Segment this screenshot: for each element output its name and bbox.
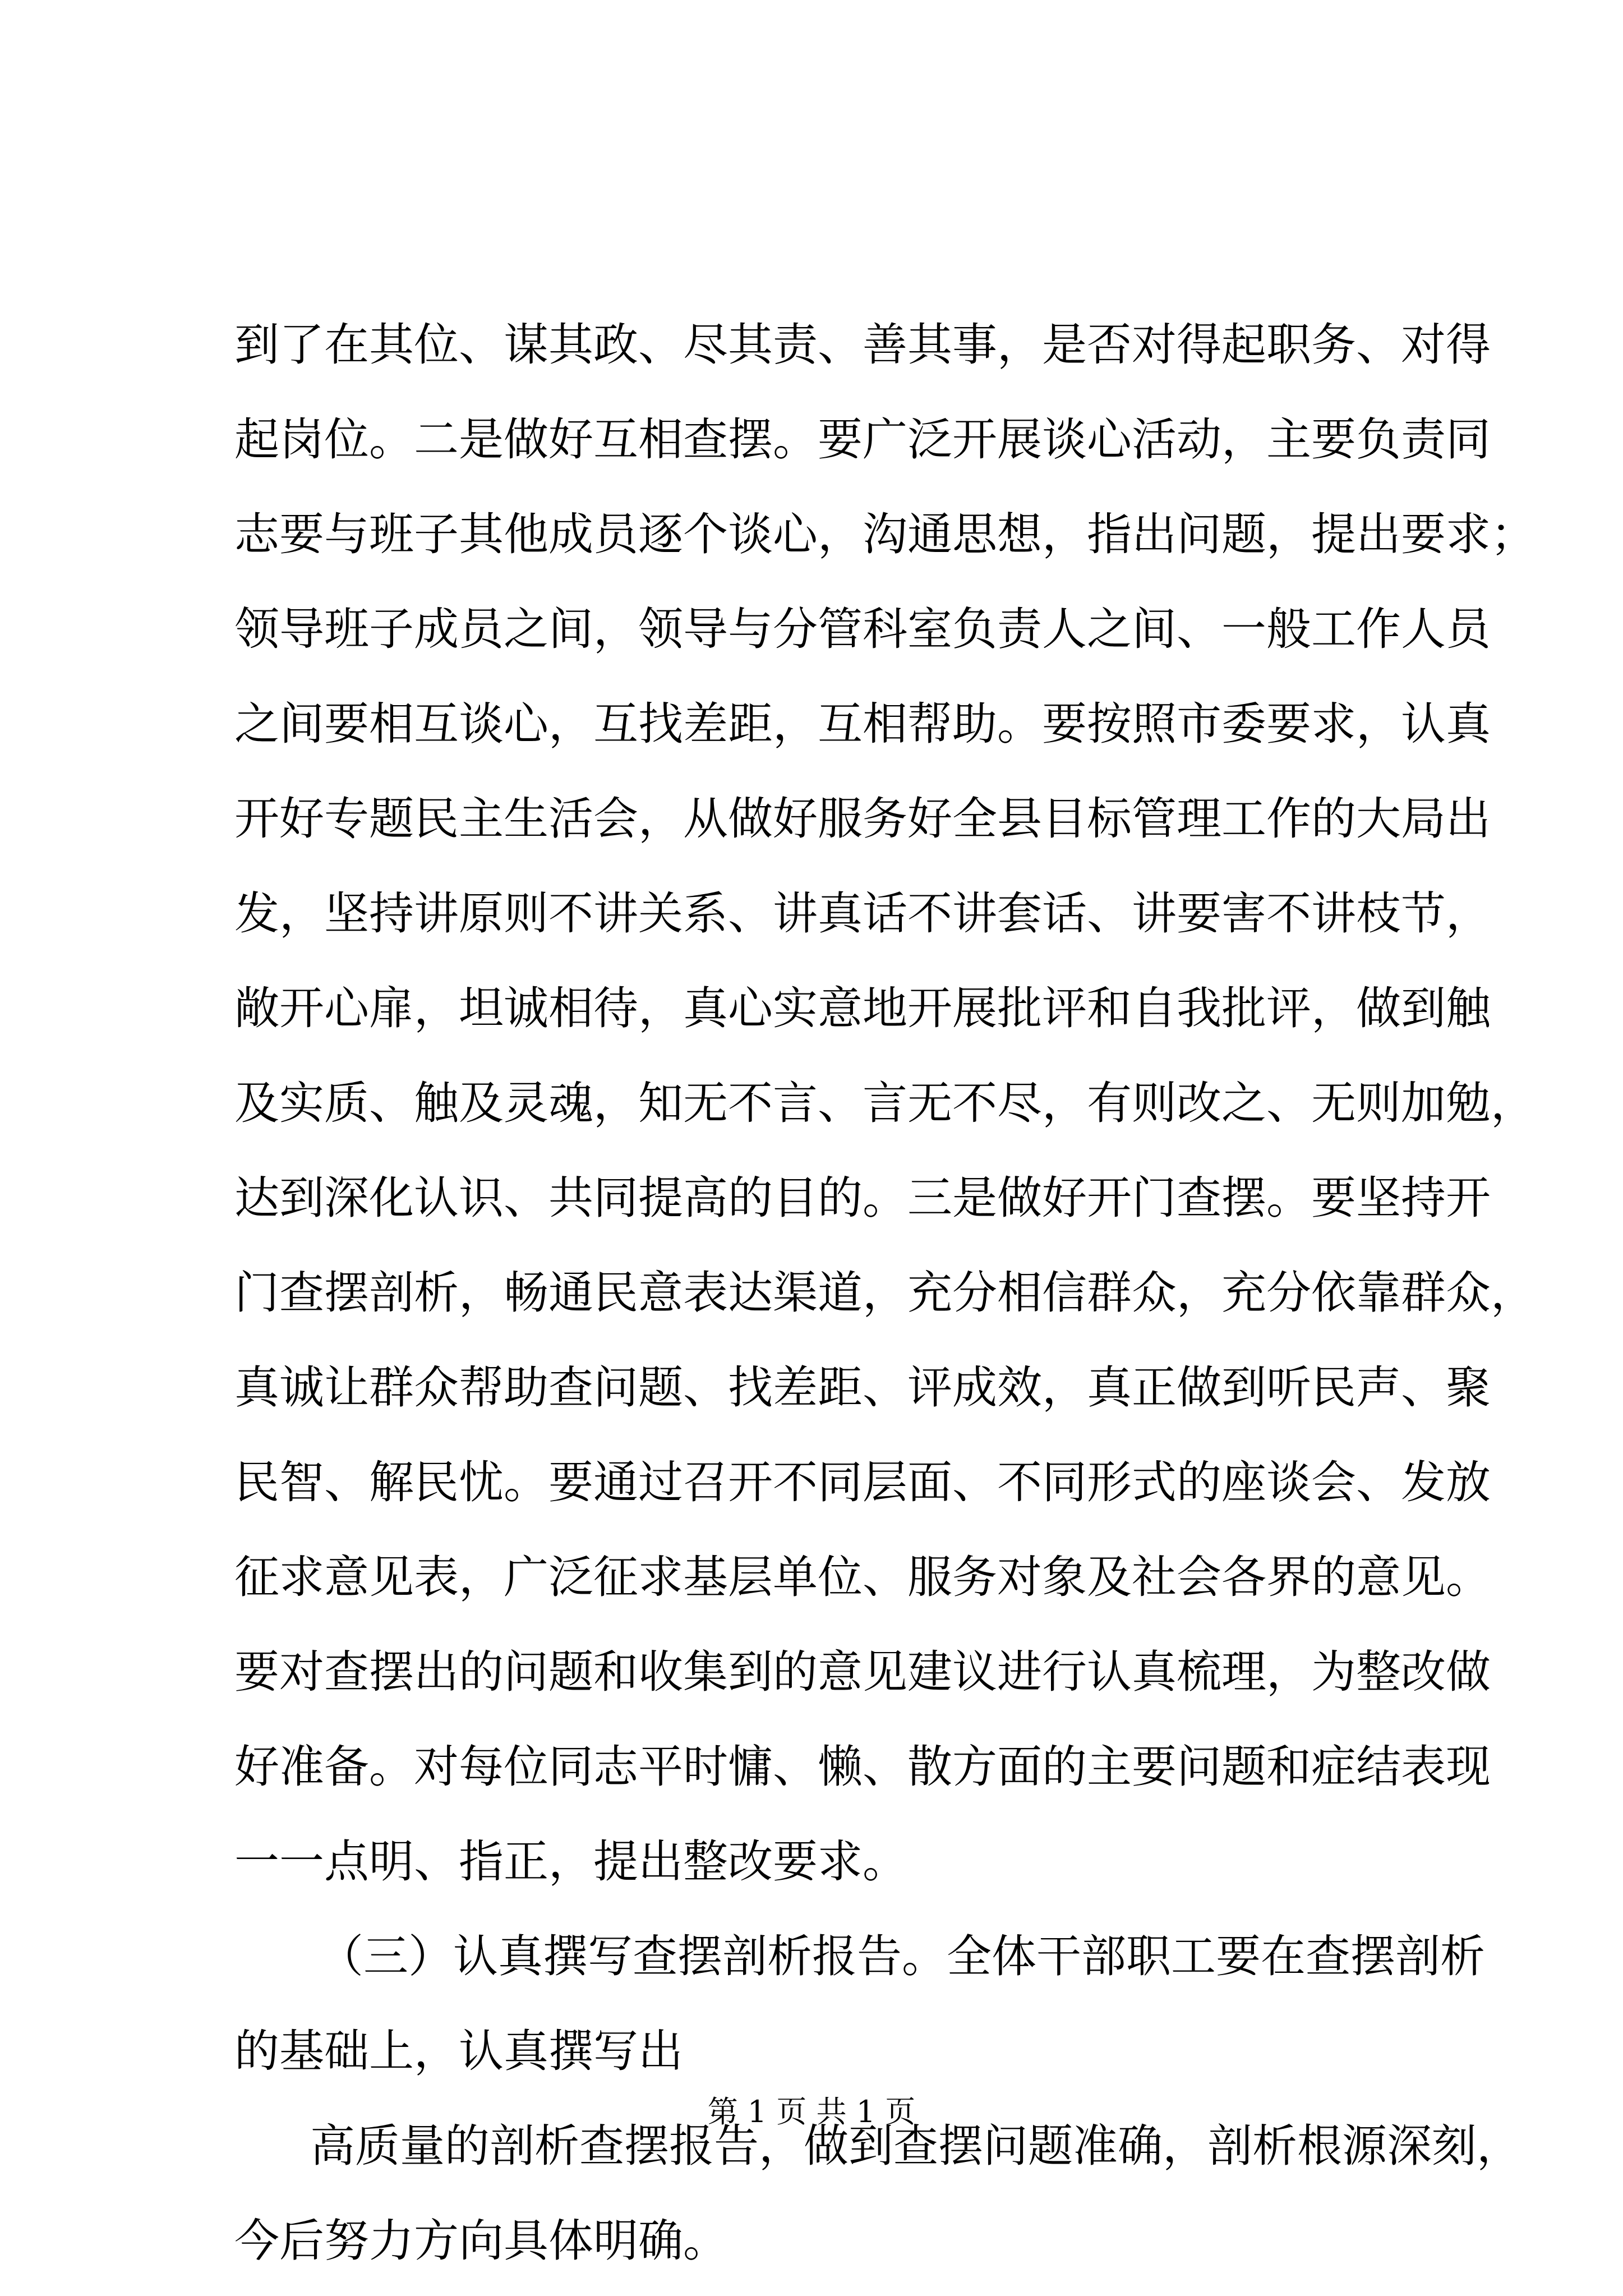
text-line-20: 高质量的剖析查摆报告，做到查摆问题准确，剖析根源深刻， xyxy=(310,2120,1521,2172)
text-line-2: 起岗位。二是做好互相查摆。要广泛开展谈心活动，主要负责同 xyxy=(234,413,1491,466)
document-body xyxy=(234,297,1536,2288)
text-line-19: 的基础上，认真撰写出 xyxy=(234,2025,683,2077)
text-line-3: 志要与班子其他成员逐个谈心，沟通思想，指出问题，提出要求； xyxy=(234,508,1536,560)
section-heading-line: （三）认真撰写查摆剖析报告。全体干部职工要在查摆剖析 xyxy=(319,1930,1485,1982)
text-line-6: 开好专题民主生活会，从做好服务好全县目标管理工作的大局出 xyxy=(234,793,1491,845)
text-line-9: 及实质、触及灵魂，知无不言、言无不尽，有则改之、无则加勉， xyxy=(234,1077,1536,1129)
text-line-17: 一一点明、指正，提出整改要求。 xyxy=(234,1835,907,1888)
text-line-7: 发，坚持讲原则不讲关系、讲真话不讲套话、讲要害不讲枝节， xyxy=(234,887,1491,940)
text-line-15: 要对查摆出的问题和收集到的意见建议进行认真梳理，为整改做 xyxy=(234,1646,1491,1698)
text-line-5: 之间要相互谈心，互找差距，互相帮助。要按照市委要求，认真 xyxy=(234,698,1491,750)
text-line-10: 达到深化认识、共同提高的目的。三是做好开门查摆。要坚持开 xyxy=(234,1172,1491,1224)
text-line-21: 今后努力方向具体明确。 xyxy=(234,2215,728,2267)
text-line-4: 领导班子成员之间，领导与分管科室负责人之间、一般工作人员 xyxy=(234,603,1491,655)
text-line-12: 真诚让群众帮助查问题、找差距、评成效，真正做到听民声、聚 xyxy=(234,1361,1491,1414)
page-number-footer: 第 1 页 共 1 页 xyxy=(707,2094,916,2129)
text-line-1: 到了在其位、谋其政、尽其责、善其事，是否对得起职务、对得 xyxy=(234,319,1491,371)
text-line-8: 敞开心扉，坦诚相待，真心实意地开展批评和自我批评，做到触 xyxy=(234,982,1491,1034)
text-line-11: 门查摆剖析，畅通民意表达渠道，充分相信群众，充分依靠群众， xyxy=(234,1267,1536,1319)
text-line-13: 民智、解民忧。要通过召开不同层面、不同形式的座谈会、发放 xyxy=(234,1456,1491,1508)
text-line-16: 好准备。对每位同志平时慵、懒、散方面的主要问题和症结表现 xyxy=(234,1741,1491,1793)
text-line-14: 征求意见表，广泛征求基层单位、服务对象及社会各界的意见。 xyxy=(234,1551,1491,1603)
